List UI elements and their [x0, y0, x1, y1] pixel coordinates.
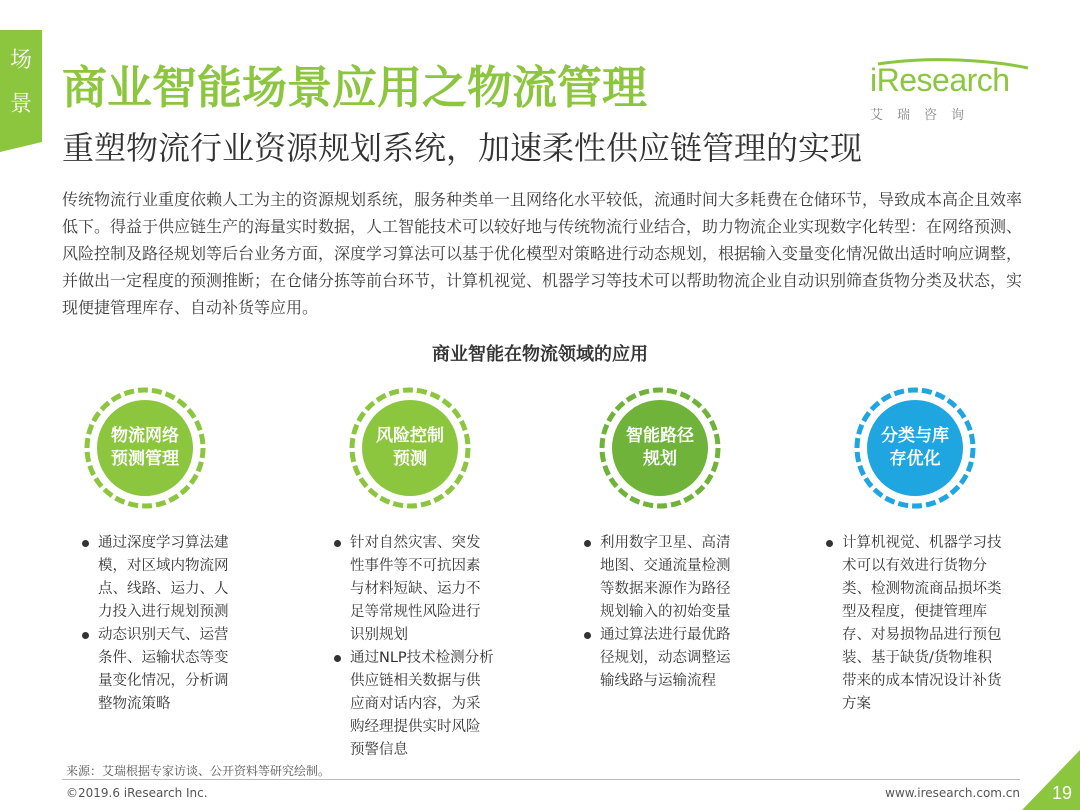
- column-route-planning: [582, 532, 744, 693]
- list-item: 利用数字卫星、高清地图、交通流量检测等数据来源作为路径规划输入的初始变量: [600, 532, 744, 624]
- circle-label: 风险控制 预测: [376, 426, 444, 469]
- circle-label: 分类与库 存优化: [881, 426, 949, 469]
- page-title: 商业智能场景应用之物流管理: [62, 61, 648, 114]
- circle-label: 智能路径 规划: [626, 426, 694, 469]
- source-note: 来源：艾瑞根据专家访谈、公开资料等研究绘制。: [66, 764, 331, 778]
- section-title: 商业智能在物流领域的应用: [432, 344, 648, 365]
- list-item: 通过深度学习算法建模，对区域内物流网点、线路、运力、人力投入进行规划预测: [98, 532, 242, 624]
- section-tab: [0, 30, 42, 142]
- section-tab-char-1: 场: [9, 48, 32, 73]
- website-link[interactable]: www.iresearch.com.cn: [885, 786, 1020, 800]
- copyright: ©2019.6 iResearch Inc.: [66, 786, 208, 800]
- circle-route-planning: [598, 386, 722, 510]
- column-inventory-optimization: [824, 532, 1004, 716]
- list-item: 动态识别天气、运营条件、运输状态等变量变化情况，分析调整物流策略: [98, 624, 242, 716]
- column-risk-control: [332, 532, 494, 762]
- page-subtitle: 重塑物流行业资源规划系统，加速柔性供应链管理的实现: [62, 129, 863, 167]
- list-item: 针对自然灾害、突发性事件等不可抗因素与材料短缺、运力不足等常规性风险进行识别规划: [350, 532, 494, 647]
- iresearch-logo: [870, 58, 1030, 128]
- footer-divider: [62, 779, 1020, 780]
- list-item: 通过NLP技术检测分析供应链相关数据与供应商对话内容，为采购经理提供实时风险预警信息: [350, 647, 494, 762]
- section-tab-char-2: 景: [9, 92, 32, 117]
- list-item: 计算机视觉、机器学习技术可以有效进行货物分类、检测物流商品损坏类型及程度，便捷管理库存、对易损物品进行预包装、基于缺货/货物堆积带来的成本情况设计补货方案: [842, 532, 1004, 716]
- logo-chinese-text: 艾瑞咨询: [870, 108, 979, 123]
- list-item: 通过算法进行最优路径规划，动态调整运输线路与运输流程: [600, 624, 744, 693]
- circle-risk-control: [348, 386, 472, 510]
- column-network-forecast: [80, 532, 242, 716]
- page-number: 19: [1051, 783, 1072, 803]
- circle-label: 物流网络 预测管理: [111, 426, 179, 469]
- intro-paragraph: 传统物流行业重度依赖人工为主的资源规划系统，服务种类单一且网络化水平较低，流通时间大多耗费在仓储环节，导致成本高企且效率低下。得益于供应链生产的海量实时数据，人工智能技术可以较好地与传统物流行业结合，助力物流企业实现数字化转型：在网络预测、风险控制及路径规划等后台业务方面，深度学习算法可以基于优化模型对策略进行动态规划，根据输入变量变化情况做出适时响应调整，并做出一定程度的预测推断；在仓储分拣等前台环节，计算机视觉、机器学习等技术可以帮助物流企业自动识别筛查货物分类及状态，实现便捷管理库存、自动补货等应用。: [62, 190, 1023, 317]
- application-circles: [0, 386, 1080, 510]
- logo-text: iResearch: [870, 62, 1010, 98]
- circle-network-forecast: [83, 386, 207, 510]
- circle-inventory-optimization: [853, 386, 977, 510]
